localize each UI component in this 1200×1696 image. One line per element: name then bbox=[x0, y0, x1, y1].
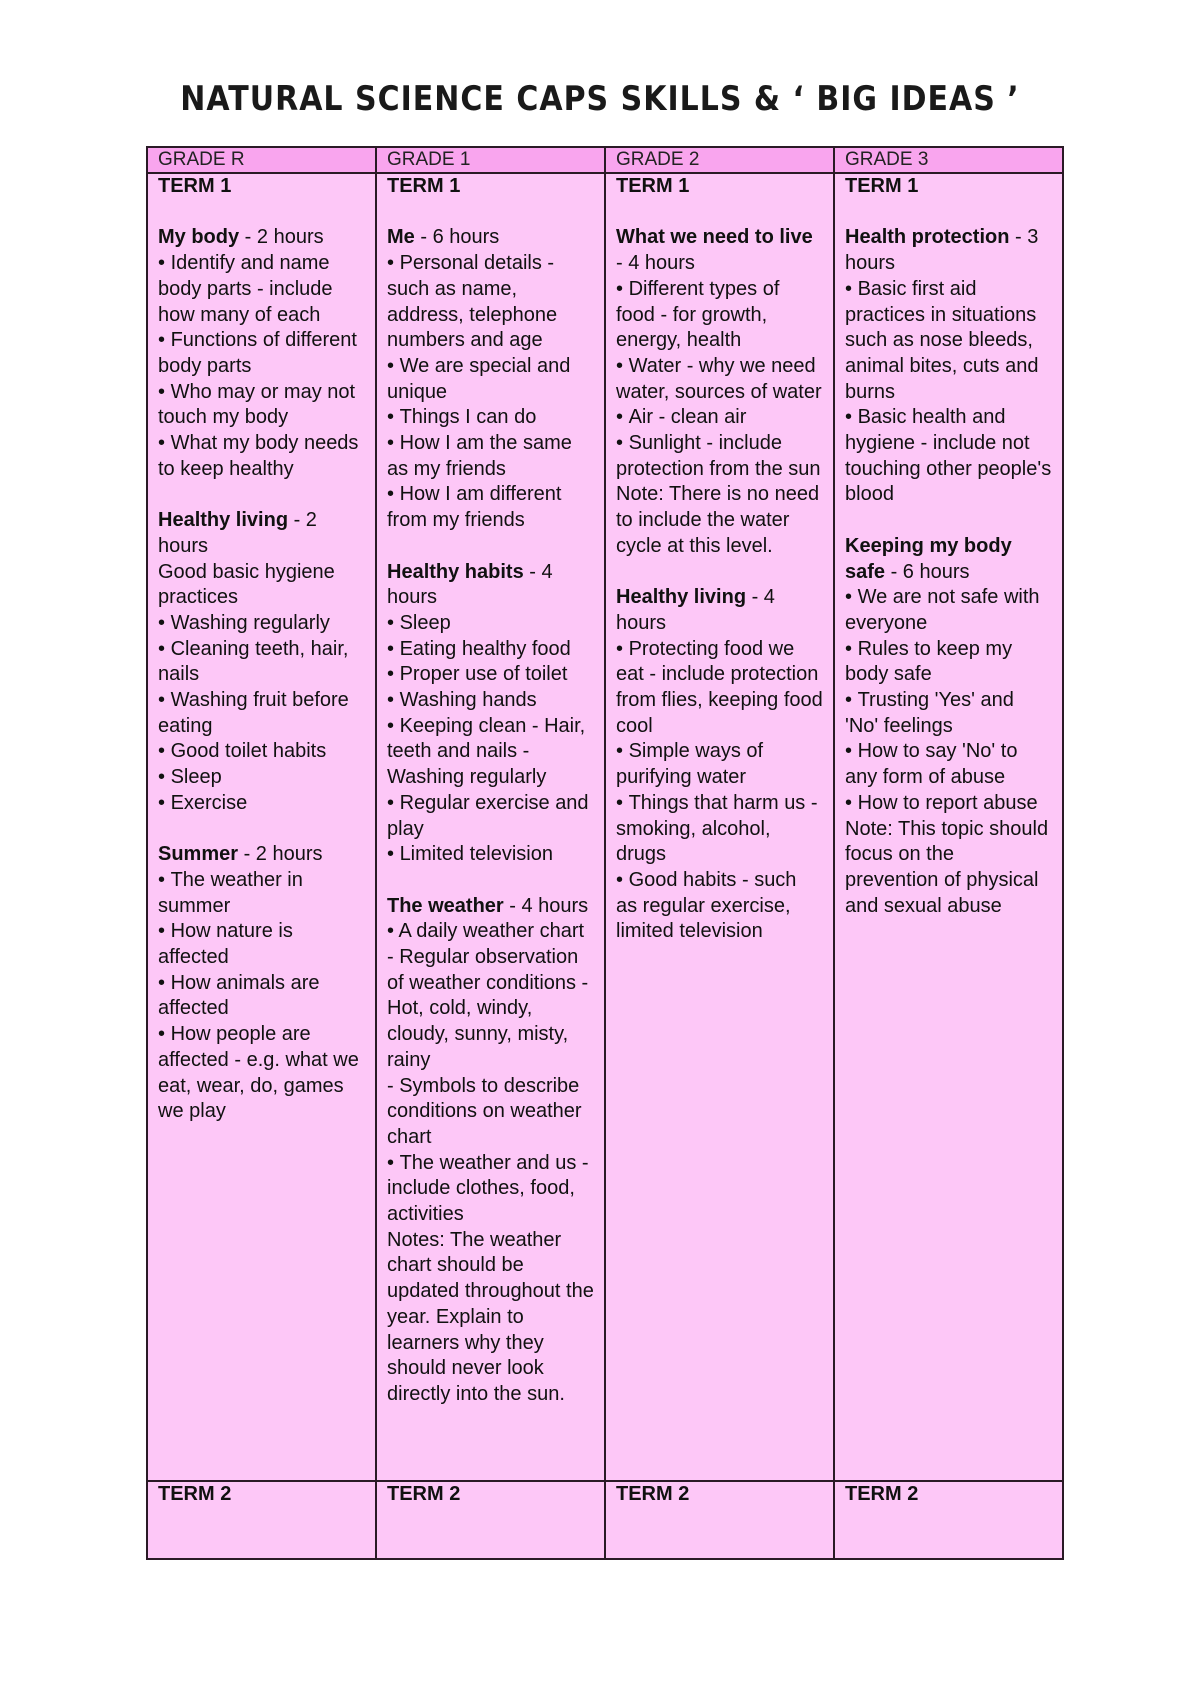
bullet-item: • Identify and name body parts - include how many of each bbox=[158, 251, 365, 328]
topic-heading bbox=[845, 534, 1052, 585]
grade-header: GRADE 1 bbox=[376, 147, 605, 173]
topic-hours: - 2 hours bbox=[158, 509, 317, 557]
topic-heading bbox=[387, 894, 594, 945]
bullet-item: • What my body needs to keep healthy bbox=[158, 431, 365, 482]
topic-title: Summer bbox=[158, 843, 239, 866]
topic-block bbox=[387, 560, 594, 868]
topic-hours: - 3 hours bbox=[845, 226, 1039, 275]
bullet-item: • How I am different from my friends bbox=[387, 482, 594, 533]
topic-hours: - 6 hours bbox=[885, 560, 970, 583]
topic-hours: - 2 hours bbox=[238, 843, 323, 866]
bullet-item: • Sleep bbox=[158, 765, 365, 791]
topic-block bbox=[387, 225, 594, 533]
bullet-item: • Rules to keep my body safe bbox=[845, 637, 1052, 688]
topic-title: The weather bbox=[387, 894, 504, 917]
bullet-item: • Sleep bbox=[387, 611, 594, 637]
page-title: NATURAL SCIENCE CAPS SKILLS & ‘ BIG IDEAS ’ bbox=[180, 79, 1020, 120]
bullet-item: • The weather in summer bbox=[158, 868, 365, 919]
topic-hours: - 6 hours bbox=[414, 226, 500, 249]
term2-cell bbox=[376, 1481, 605, 1559]
bullet-item: • How animals are affected bbox=[158, 971, 365, 1022]
bullet-item: • Cleaning teeth, hair, nails bbox=[158, 637, 365, 688]
term-label: TERM 2 bbox=[845, 1483, 919, 1505]
topic-hours: - 2 hours bbox=[239, 226, 324, 249]
topic-block bbox=[845, 225, 1052, 508]
topic-hours: - 4 hours bbox=[387, 560, 553, 609]
topic-hours: - 4 hours bbox=[616, 586, 775, 634]
bullet-item: • Things I can do bbox=[387, 405, 594, 431]
bullet-item: • Washing regularly bbox=[158, 611, 365, 637]
topic-heading bbox=[387, 225, 594, 251]
bullet-item: • The weather and us - include clothes, food, activities bbox=[387, 1151, 594, 1228]
term-label: TERM 2 bbox=[387, 1483, 461, 1505]
bullet-item: • Things that harm us - smoking, alcohol, drugs bbox=[616, 791, 823, 868]
bullet-item: • Washing hands bbox=[387, 688, 594, 714]
term2-cell bbox=[147, 1481, 376, 1559]
topic-title: Keeping my body safe bbox=[845, 534, 1012, 583]
bullet-item: • Air - clean air bbox=[616, 405, 823, 431]
topic-text: Good basic hygiene practices bbox=[158, 560, 335, 609]
bullet-item: • Good habits - such as regular exercise, limited television bbox=[616, 868, 823, 945]
topic-hours: - 4 hours bbox=[616, 252, 695, 275]
term-label: TERM 2 bbox=[616, 1483, 690, 1505]
term1-cell bbox=[376, 173, 605, 1481]
bullet-item: • Basic health and hygiene - include not touching other people's blood bbox=[845, 405, 1052, 508]
topic-title: Healthy living bbox=[158, 509, 289, 532]
topic-block bbox=[158, 225, 365, 482]
topic-heading bbox=[845, 225, 1052, 276]
bullet-item: • Keeping clean - Hair, teeth and nails - Washing regularly bbox=[387, 714, 594, 791]
topic-heading bbox=[158, 225, 365, 251]
topic-block bbox=[616, 585, 823, 945]
topic-block bbox=[158, 842, 365, 1125]
term2-cell bbox=[834, 1481, 1063, 1559]
term1-cell bbox=[147, 173, 376, 1481]
topic-text: Note: There is no need to include the water cycle at this level. bbox=[616, 483, 820, 557]
bullet-item: • How I am the same as my friends bbox=[387, 431, 594, 482]
topic-block bbox=[387, 894, 594, 1408]
term1-cell bbox=[834, 173, 1063, 1481]
topic-block bbox=[158, 508, 365, 816]
topic-heading bbox=[158, 508, 365, 559]
term-label: TERM 1 bbox=[845, 175, 919, 197]
bullet-item: • Trusting 'Yes' and 'No' feelings bbox=[845, 688, 1052, 739]
topic-title: My body bbox=[158, 226, 240, 249]
bullet-item: • Protecting food we eat - include protection from flies, keeping food cool bbox=[616, 637, 823, 740]
bullet-item: • Sunlight - include protection from the sun bbox=[616, 431, 823, 482]
topic-text: - Symbols to describe conditions on weather chart bbox=[387, 1074, 582, 1148]
term-label: TERM 1 bbox=[387, 175, 461, 197]
bullet-item: • Eating healthy food bbox=[387, 637, 594, 663]
topic-heading bbox=[616, 585, 823, 636]
grade-header: GRADE R bbox=[147, 147, 376, 173]
topic-block bbox=[616, 225, 823, 559]
term-label: TERM 2 bbox=[158, 1483, 232, 1505]
bullet-item: • Exercise bbox=[158, 791, 365, 817]
bullet-item: • Basic first aid practices in situations such as nose bleeds, animal bites, cuts and burns bbox=[845, 277, 1052, 406]
bullet-item: • Regular exercise and play bbox=[387, 791, 594, 842]
topic-text: - Regular observation of weather conditions - Hot, cold, windy, cloudy, sunny, misty, rainy bbox=[387, 946, 589, 1071]
bullet-item: • How nature is affected bbox=[158, 919, 365, 970]
bullet-item: • We are not safe with everyone bbox=[845, 585, 1052, 636]
topic-title: Health protection bbox=[845, 226, 1010, 249]
bullet-item: • Washing fruit before eating bbox=[158, 688, 365, 739]
topic-heading bbox=[616, 225, 823, 276]
topic-heading bbox=[158, 842, 365, 868]
topic-heading bbox=[387, 560, 594, 611]
topic-text: Notes: The weather chart should be updated throughout the year. Explain to learners why they should never look directly into the sun. bbox=[387, 1228, 594, 1405]
topic-hours: - 4 hours • A daily weather chart bbox=[387, 894, 589, 943]
bullet-item: • We are special and unique bbox=[387, 354, 594, 405]
term-label: TERM 1 bbox=[158, 175, 232, 197]
topic-title: What we need to live bbox=[616, 226, 813, 249]
grade-header: GRADE 2 bbox=[605, 147, 834, 173]
bullet-item: • Limited television bbox=[387, 842, 594, 868]
bullet-item: • Simple ways of purifying water bbox=[616, 739, 823, 790]
term2-row bbox=[147, 1481, 1063, 1559]
term1-cell bbox=[605, 173, 834, 1481]
grade-header: GRADE 3 bbox=[834, 147, 1063, 173]
bullet-item: • Good toilet habits bbox=[158, 739, 365, 765]
topic-title: Me bbox=[387, 226, 415, 249]
bullet-item: • Personal details - such as name, address, telephone numbers and age bbox=[387, 251, 594, 354]
bullet-item: • Proper use of toilet bbox=[387, 662, 594, 688]
topic-block bbox=[845, 534, 1052, 920]
bullet-item: • How to say 'No' to any form of abuse bbox=[845, 739, 1052, 790]
bullet-item: • Functions of different body parts bbox=[158, 328, 365, 379]
curriculum-table bbox=[146, 146, 1064, 1560]
topic-title: Healthy habits bbox=[387, 560, 524, 583]
term-label: TERM 1 bbox=[616, 175, 690, 197]
topic-title: Healthy living bbox=[616, 586, 747, 609]
term2-cell bbox=[605, 1481, 834, 1559]
bullet-item: • How to report abuse Note: This topic should focus on the prevention of physical and sexual abuse bbox=[845, 791, 1052, 920]
term1-row bbox=[147, 173, 1063, 1481]
bullet-item: • Different types of food - for growth, energy, health bbox=[616, 277, 823, 354]
bullet-item: • Who may or may not touch my body bbox=[158, 380, 365, 431]
grade-header-row bbox=[147, 147, 1063, 173]
bullet-item: • Water - why we need water, sources of water bbox=[616, 354, 823, 405]
bullet-item: • How people are affected - e.g. what we eat, wear, do, games we play bbox=[158, 1022, 365, 1125]
